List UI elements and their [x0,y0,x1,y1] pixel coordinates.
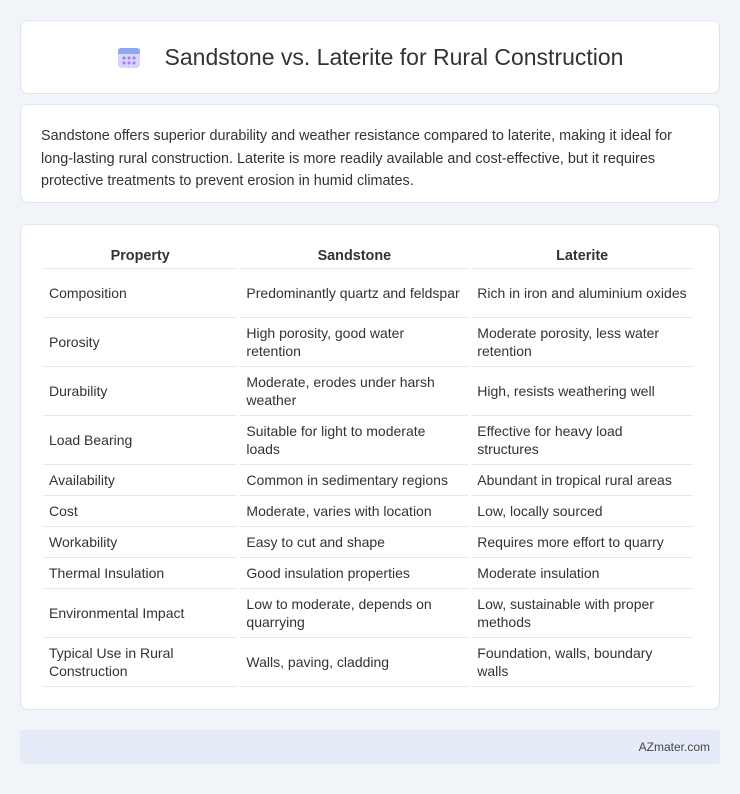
table-cell: High porosity, good water retention [240,318,468,367]
table-cell: Composition [43,269,237,318]
calendar-icon [117,45,141,69]
column-header-property: Property [43,245,237,269]
table-cell: High, resists weathering well [471,367,693,416]
table-cell: Thermal Insulation [43,558,237,589]
table-cell: Predominantly quartz and feldspar [240,269,468,318]
table-cell: Easy to cut and shape [240,527,468,558]
table-cell: Common in sedimentary regions [240,465,468,496]
table-row [43,558,693,589]
table-row [43,638,693,687]
comparison-table-card [20,224,720,710]
table-row [43,527,693,558]
table-cell: Good insulation properties [240,558,468,589]
table-cell: Abundant in tropical rural areas [471,465,693,496]
table-cell: Moderate, varies with location [240,496,468,527]
table-cell: Typical Use in Rural Construction [43,638,237,687]
table-cell: Environmental Impact [43,589,237,638]
table-cell: Low to moderate, depends on quarrying [240,589,468,638]
table-cell: Load Bearing [43,416,237,465]
summary-card [20,104,720,203]
table-cell: Foundation, walls, boundary walls [471,638,693,687]
footer-brand[interactable]: AZmater.com [638,740,710,754]
table-cell: Moderate porosity, less water retention [471,318,693,367]
table-header-row [43,245,693,269]
table-row [43,589,693,638]
summary-text: Sandstone offers superior durability and weather resistance compared to laterite, making it ideal for long-lasting rural construction. Laterite is more readily available and cost-effective, but it requires protective treatments to prevent erosion in humid climates. [41,128,672,189]
table-cell: Requires more effort to quarry [471,527,693,558]
table-cell: Moderate, erodes under harsh weather [240,367,468,416]
table-cell: Suitable for light to moderate loads [240,416,468,465]
table-cell: Durability [43,367,237,416]
title-card [20,20,720,94]
table-cell: Rich in iron and aluminium oxides [471,269,693,318]
footer [20,730,720,764]
table-row [43,269,693,318]
table-cell: Porosity [43,318,237,367]
table-row [43,465,693,496]
column-header-sandstone: Sandstone [240,245,468,269]
table-cell: Low, locally sourced [471,496,693,527]
table-row [43,367,693,416]
table-row [43,496,693,527]
table-cell: Workability [43,527,237,558]
column-header-laterite: Laterite [471,245,693,269]
table-row [43,416,693,465]
table-cell: Effective for heavy load structures [471,416,693,465]
table-cell: Low, sustainable with proper methods [471,589,693,638]
table-cell: Walls, paving, cladding [240,638,468,687]
table-row [43,318,693,367]
table-cell: Cost [43,496,237,527]
table-cell: Moderate insulation [471,558,693,589]
page-title-text: Sandstone vs. Laterite for Rural Construction [164,43,624,70]
page-title [117,44,624,71]
comparison-table [40,245,696,687]
table-cell: Availability [43,465,237,496]
